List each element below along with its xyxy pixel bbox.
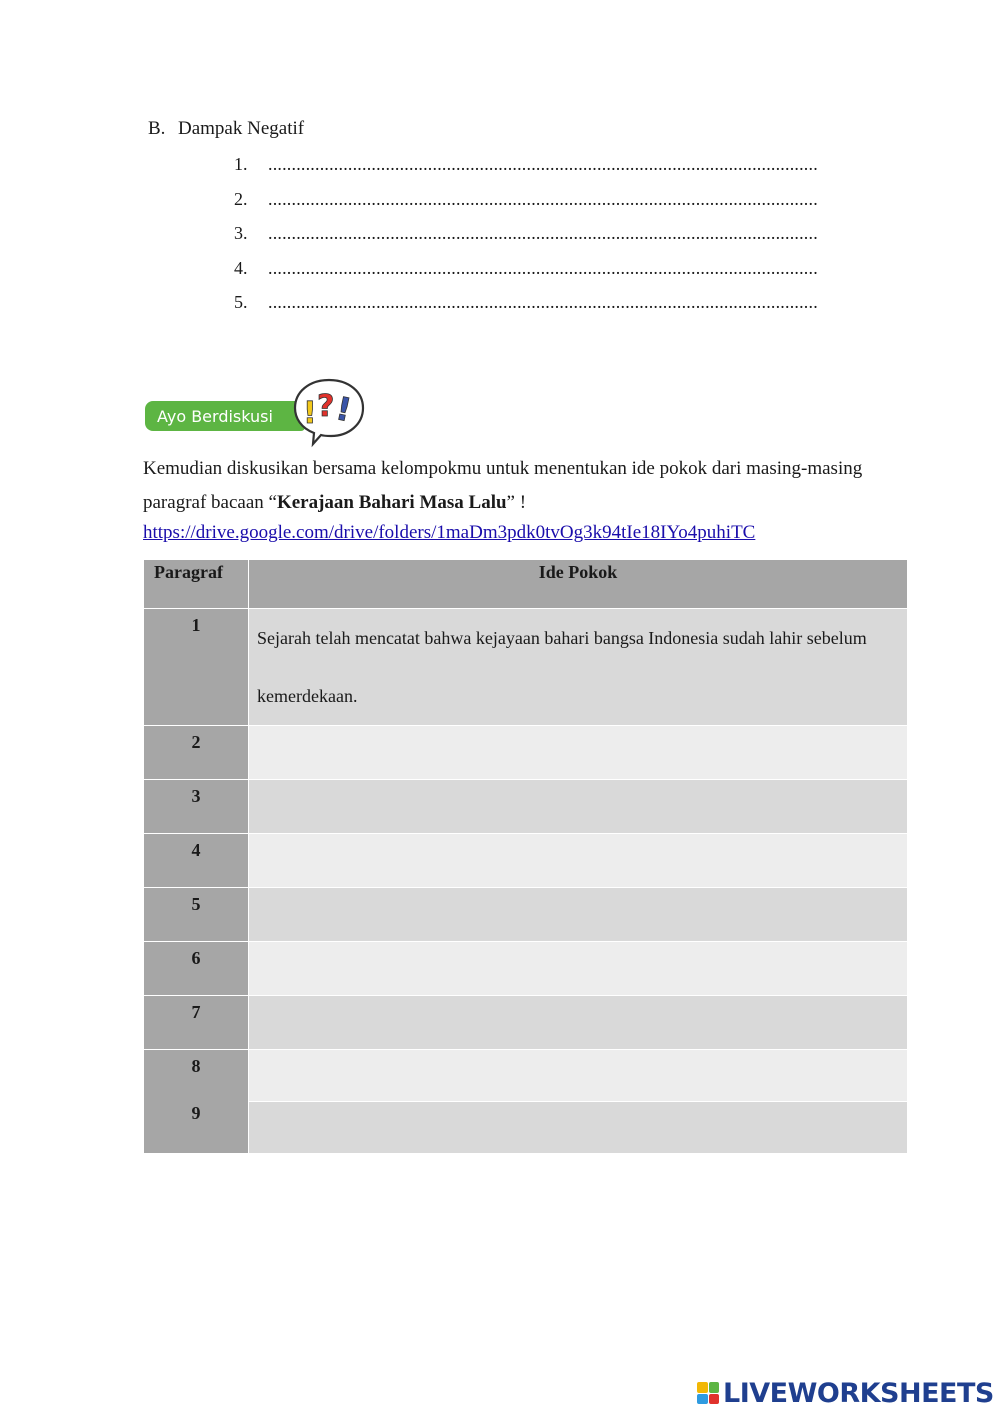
section-title: Dampak Negatif [178, 118, 305, 139]
instructions-text [143, 452, 913, 520]
svg-text:!: ! [303, 396, 317, 431]
logo-mark-icon [697, 1382, 719, 1404]
answer-blank[interactable]: ..................................................................................................................... [268, 257, 818, 278]
main-idea-cell[interactable] [249, 996, 908, 1050]
badge-label: Ayo Berdiskusi [145, 401, 305, 431]
section-heading [148, 118, 304, 140]
row-number: 5 [144, 888, 249, 942]
answer-line[interactable] [234, 223, 874, 258]
answer-list [234, 154, 874, 327]
main-idea-table [143, 559, 908, 1154]
section-letter: B. [148, 118, 166, 139]
row-number-stack [144, 1050, 249, 1154]
main-idea-cell[interactable] [249, 1102, 908, 1154]
drive-folder-link[interactable]: https://drive.google.com/drive/folders/1maDm3pdk0tvOg3k94tIe18IYo4puhiTC [143, 522, 756, 543]
reading-title: Kerajaan Bahari Masa Lalu [276, 492, 507, 513]
row-number: 1 [144, 609, 249, 726]
main-idea-cell[interactable]: Sejarah telah mencatat bahwa kejayaan bahari bangsa Indonesia sudah lahir sebelum kemerdekaan. [249, 609, 908, 726]
instructions-line-2: paragraf bacaan “Kerajaan Bahari Masa Lalu” ! [143, 492, 527, 513]
answer-number: 5. [234, 292, 248, 313]
row-number: 7 [144, 996, 249, 1050]
row-number: 4 [144, 834, 249, 888]
answer-line[interactable] [234, 292, 874, 327]
instructions-line-1: Kemudian diskusikan bersama kelompokmu untuk menentukan ide pokok dari masing-masing [143, 458, 863, 479]
answer-line[interactable] [234, 189, 874, 224]
discussion-badge [143, 376, 368, 450]
speech-bubble-exclamation-question-icon [289, 376, 369, 448]
header-ide-pokok: Ide Pokok [249, 560, 908, 609]
liveworksheets-logo [697, 1378, 994, 1408]
main-idea-cell[interactable] [249, 1050, 908, 1102]
row-number: 6 [144, 942, 249, 996]
answer-blank[interactable]: ..................................................................................................................... [268, 154, 818, 174]
row-number: 8 [191, 1056, 201, 1076]
main-idea-cell[interactable] [249, 780, 908, 834]
main-idea-cell[interactable] [249, 726, 908, 780]
answer-blank[interactable]: ..................................................................................................................... [268, 188, 818, 209]
answer-number: 1. [234, 154, 248, 174]
row-number: 3 [144, 780, 249, 834]
main-idea-cell[interactable] [249, 834, 908, 888]
answer-line[interactable] [234, 258, 874, 293]
header-paragraf: Paragraf [144, 560, 249, 609]
answer-blank[interactable]: ..................................................................................................................... [268, 223, 818, 244]
answer-number: 2. [234, 188, 248, 209]
main-idea-cell[interactable] [249, 942, 908, 996]
row-number: 2 [144, 726, 249, 780]
answer-number: 4. [234, 257, 248, 278]
svg-text:?: ? [317, 389, 335, 424]
answer-line[interactable] [234, 154, 874, 189]
svg-text:!: ! [332, 389, 355, 430]
logo-wordmark: LIVEWORKSHEETS [723, 1377, 994, 1409]
main-idea-cell[interactable] [249, 888, 908, 942]
answer-blank[interactable]: ..................................................................................................................... [268, 292, 818, 313]
answer-number: 3. [234, 223, 248, 244]
row-number: 9 [191, 1103, 201, 1123]
